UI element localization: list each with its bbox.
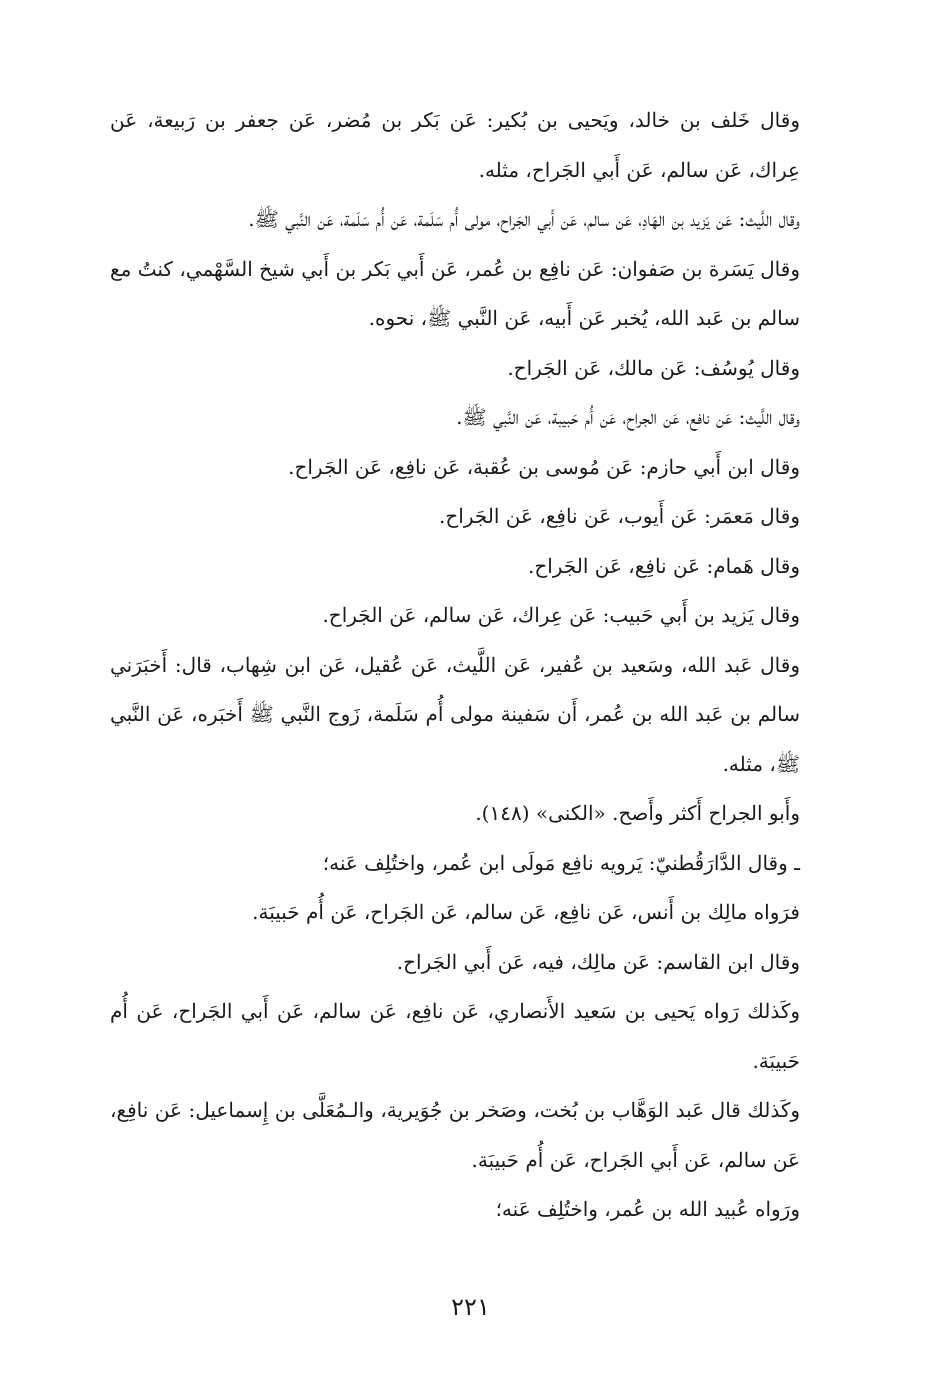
paragraph-ibn-abi-hazim: وقال ابن أَبي حازم: عَن مُوسى بن عُقبة، عَن نافِع، عَن الجَراح. — [288, 454, 800, 479]
paragraph-yazid-ibn-abi-habib: وقال يَزيد بن أَبي حَبيب: عَن عِراك، عَن سالم، عَن الجَراح. — [322, 603, 800, 627]
paragraph-abd-al-wahhab: وكَذلك قال عَبد الوَهَّاب بن بُخت، وصَخر بن جُوَيرية، والـمُعَلَّى بن إِسماعيل: عَن نافِع، عَن سالم، عَن أَبي الجَراح، عَن أُم حَبيبَة. — [110, 1098, 800, 1172]
paragraph-yusuf: وقال يُوسُف: عَن مالك، عَن الجَراح. — [507, 355, 800, 380]
paragraph-yahya-ibn-said: وكَذلك رَواه يَحيى بن سَعيد الأَنصاري، عَن نافِع، عَن سالم، عَن أَبي الجَراح، عَن أُم حَبيبَة. — [110, 999, 800, 1073]
paragraph-daraqutni: ـ وقال الدَّارَقُطنيّ: يَرويه نافِع مَولَى ابن عُمر، واختُلِف عَنه؛ — [322, 850, 800, 875]
paragraph-abu-jarrah-summary: وأَبو الجراح أَكثر وأَصح. «الكنى» (١٤٨). — [475, 801, 800, 825]
paragraph-hammam: وقال هَمام: عَن نافِع، عَن الجَراح. — [527, 553, 800, 578]
page-body — [110, 96, 828, 1235]
paragraph-malik-ibn-anas: فرَواه مالِك بن أَنس، عَن نافِع، عَن سالم، عَن الجَراح، عَن أُم حَبيبَة. — [252, 900, 800, 924]
paragraph-ubaidullah: ورَواه عُبيد الله بن عُمر، واختُلِف عَنه؛ — [495, 1197, 800, 1221]
paragraph-laith-nafi: وقال اللَّيث: عَن نافع، عَن الجراح، عَن أُم حَبيبة، عَن النَّبي ﷺ. — [456, 405, 800, 429]
paragraph-abdullah-said: وقال عَبد الله، وسَعيد بن عُفير، عَن اللَّيث، عَن عُقيل، عَن ابن شِهاب، قال: أَخبَرَني سالم بن عَبد الله بن عُمر، أَن سَفينة مولى أُم سَلَمة، زَوج النَّبي ﷺ أَخبَره، عَن النَّبي ﷺ، مثله. — [110, 652, 800, 776]
page-number: ٢٢١ — [451, 1293, 490, 1321]
paragraph-yasara: وقال يَسَرة بن صَفوان: عَن نافِع بن عُمر، عَن أَبي بَكر بن أَبي شيخ السَّهْمي، كنتُ مع سالم بن عَبد الله، يُخبر عَن أَبيه، عَن النَّبي ﷺ، نحوه. — [110, 256, 800, 330]
paragraph-mamar: وقال مَعمَر: عَن أَيوب، عَن نافِع، عَن الجَراح. — [439, 504, 800, 528]
paragraph-laith-yazid: وقال اللَّيث: عَن يَزيد بن الهَادِ، عَن سالم، عَن أَبي الجَراح، مولى أُم سَلَمة، عَن أُم سَلَمة، عَن النَّبي ﷺ. — [248, 207, 800, 231]
paragraph-khalaf: وقال خَلف بن خالد، ويَحيى بن بُكير: عَن بَكر بن مُضر، عَن جعفر بن رَبيعة، عَن عِراك، عَن سالم، عَن أَبي الجَراح، مثله. — [110, 108, 800, 182]
paragraph-ibn-al-qasim: وقال ابن القاسم: عَن مالِك، فيه، عَن أَبي الجَراح. — [396, 949, 800, 974]
